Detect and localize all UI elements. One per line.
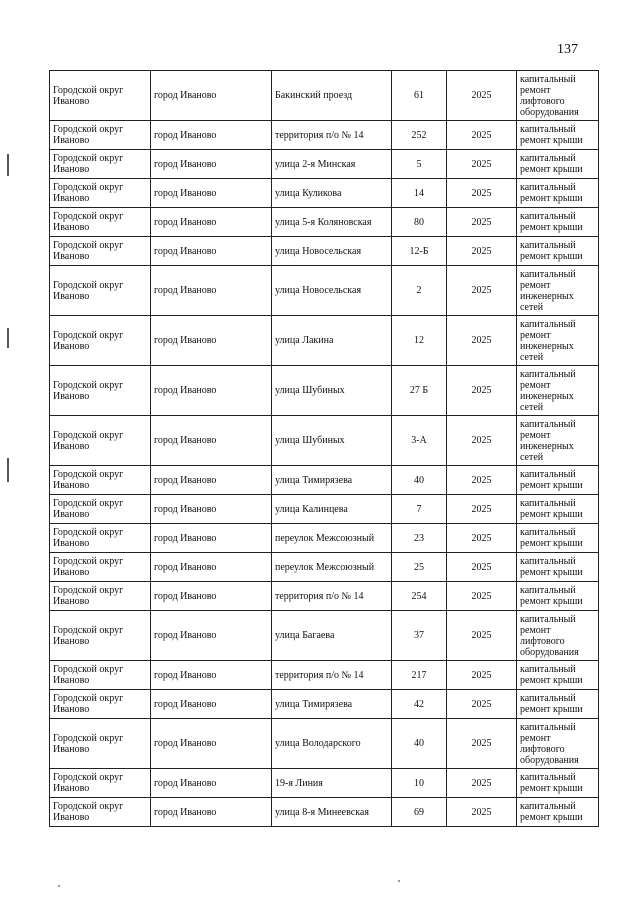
street-cell: переулок Межсоюзный — [272, 553, 392, 582]
work-type-cell: капитальный ремонт крыши — [517, 466, 599, 495]
year-cell: 2025 — [447, 316, 517, 366]
settlement-cell: город Иваново — [151, 179, 272, 208]
table-row — [50, 266, 599, 316]
municipality-cell: Городской округ Иваново — [50, 661, 151, 690]
work-type-cell: капитальный ремонт крыши — [517, 179, 599, 208]
street-cell: улица Лакина — [272, 316, 392, 366]
municipality-cell: Городской округ Иваново — [50, 366, 151, 416]
work-type-cell: капитальный ремонт крыши — [517, 237, 599, 266]
house-number-cell: 69 — [392, 798, 447, 827]
settlement-cell: город Иваново — [151, 121, 272, 150]
street-cell: улица 2-я Минская — [272, 150, 392, 179]
table-row — [50, 208, 599, 237]
municipality-cell: Городской округ Иваново — [50, 553, 151, 582]
settlement-cell: город Иваново — [151, 366, 272, 416]
year-cell: 2025 — [447, 121, 517, 150]
work-type-cell: капитальный ремонт крыши — [517, 553, 599, 582]
year-cell: 2025 — [447, 466, 517, 495]
year-cell: 2025 — [447, 237, 517, 266]
municipality-cell: Городской округ Иваново — [50, 690, 151, 719]
municipality-cell: Городской округ Иваново — [50, 495, 151, 524]
street-cell: улица 5-я Коляновская — [272, 208, 392, 237]
table-row — [50, 495, 599, 524]
settlement-cell: город Иваново — [151, 769, 272, 798]
house-number-cell: 40 — [392, 719, 447, 769]
work-type-cell: капитальный ремонт крыши — [517, 798, 599, 827]
street-cell: территория п/о № 14 — [272, 582, 392, 611]
street-cell: улица Новосельская — [272, 237, 392, 266]
settlement-cell: город Иваново — [151, 466, 272, 495]
work-type-cell: капитальный ремонт крыши — [517, 121, 599, 150]
year-cell: 2025 — [447, 179, 517, 208]
table-row — [50, 366, 599, 416]
settlement-cell: город Иваново — [151, 208, 272, 237]
table-row — [50, 690, 599, 719]
year-cell: 2025 — [447, 266, 517, 316]
page-number: 137 — [557, 42, 578, 57]
work-type-cell: капитальный ремонт крыши — [517, 690, 599, 719]
scan-margin-mark — [7, 328, 9, 348]
year-cell: 2025 — [447, 416, 517, 466]
settlement-cell: город Иваново — [151, 690, 272, 719]
scan-dust — [58, 885, 60, 887]
municipality-cell: Городской округ Иваново — [50, 316, 151, 366]
settlement-cell: город Иваново — [151, 237, 272, 266]
settlement-cell: город Иваново — [151, 150, 272, 179]
street-cell: улица Новосельская — [272, 266, 392, 316]
house-number-cell: 80 — [392, 208, 447, 237]
settlement-cell: город Иваново — [151, 416, 272, 466]
table-row — [50, 582, 599, 611]
street-cell: улица 8-я Минеевская — [272, 798, 392, 827]
table-row — [50, 416, 599, 466]
scan-margin-mark — [7, 458, 9, 482]
house-number-cell: 61 — [392, 71, 447, 121]
street-cell: улица Володарского — [272, 719, 392, 769]
work-type-cell: капитальный ремонт инженерных сетей — [517, 416, 599, 466]
street-cell: улица Шубиных — [272, 416, 392, 466]
house-number-cell: 2 — [392, 266, 447, 316]
work-type-cell: капитальный ремонт лифтового оборудования — [517, 719, 599, 769]
municipality-cell: Городской округ Иваново — [50, 121, 151, 150]
year-cell: 2025 — [447, 798, 517, 827]
year-cell: 2025 — [447, 553, 517, 582]
municipality-cell: Городской округ Иваново — [50, 798, 151, 827]
municipality-cell: Городской округ Иваново — [50, 611, 151, 661]
municipality-cell: Городской округ Иваново — [50, 150, 151, 179]
house-number-cell: 7 — [392, 495, 447, 524]
settlement-cell: город Иваново — [151, 71, 272, 121]
work-type-cell: капитальный ремонт крыши — [517, 524, 599, 553]
municipality-cell: Городской округ Иваново — [50, 769, 151, 798]
house-number-cell: 40 — [392, 466, 447, 495]
year-cell: 2025 — [447, 366, 517, 416]
settlement-cell: город Иваново — [151, 719, 272, 769]
settlement-cell: город Иваново — [151, 553, 272, 582]
work-type-cell: капитальный ремонт крыши — [517, 582, 599, 611]
settlement-cell: город Иваново — [151, 495, 272, 524]
table-row — [50, 553, 599, 582]
year-cell: 2025 — [447, 495, 517, 524]
house-number-cell: 12 — [392, 316, 447, 366]
house-number-cell: 217 — [392, 661, 447, 690]
house-number-cell: 27 Б — [392, 366, 447, 416]
year-cell: 2025 — [447, 690, 517, 719]
year-cell: 2025 — [447, 769, 517, 798]
municipality-cell: Городской округ Иваново — [50, 466, 151, 495]
street-cell: 19-я Линия — [272, 769, 392, 798]
table-row — [50, 798, 599, 827]
work-type-cell: капитальный ремонт крыши — [517, 150, 599, 179]
settlement-cell: город Иваново — [151, 266, 272, 316]
year-cell: 2025 — [447, 208, 517, 237]
settlement-cell: город Иваново — [151, 798, 272, 827]
table-row — [50, 611, 599, 661]
house-number-cell: 25 — [392, 553, 447, 582]
settlement-cell: город Иваново — [151, 582, 272, 611]
table-row — [50, 466, 599, 495]
table-row — [50, 71, 599, 121]
table-row — [50, 121, 599, 150]
year-cell: 2025 — [447, 719, 517, 769]
house-number-cell: 37 — [392, 611, 447, 661]
municipality-cell: Городской округ Иваново — [50, 208, 151, 237]
street-cell: улица Багаева — [272, 611, 392, 661]
table-row — [50, 179, 599, 208]
settlement-cell: город Иваново — [151, 611, 272, 661]
street-cell: Бакинский проезд — [272, 71, 392, 121]
year-cell: 2025 — [447, 524, 517, 553]
street-cell: улица Калинцева — [272, 495, 392, 524]
municipality-cell: Городской округ Иваново — [50, 266, 151, 316]
settlement-cell: город Иваново — [151, 316, 272, 366]
work-type-cell: капитальный ремонт лифтового оборудования — [517, 71, 599, 121]
house-number-cell: 42 — [392, 690, 447, 719]
year-cell: 2025 — [447, 150, 517, 179]
street-cell: улица Тимирязева — [272, 466, 392, 495]
house-number-cell: 254 — [392, 582, 447, 611]
work-type-cell: капитальный ремонт инженерных сетей — [517, 266, 599, 316]
year-cell: 2025 — [447, 611, 517, 661]
table-row — [50, 237, 599, 266]
street-cell: переулок Межсоюзный — [272, 524, 392, 553]
table-row — [50, 524, 599, 553]
work-type-cell: капитальный ремонт инженерных сетей — [517, 316, 599, 366]
house-number-cell: 252 — [392, 121, 447, 150]
street-cell: территория п/о № 14 — [272, 661, 392, 690]
street-cell: улица Куликова — [272, 179, 392, 208]
work-type-cell: капитальный ремонт крыши — [517, 661, 599, 690]
settlement-cell: город Иваново — [151, 661, 272, 690]
municipality-cell: Городской округ Иваново — [50, 71, 151, 121]
house-number-cell: 23 — [392, 524, 447, 553]
house-number-cell: 14 — [392, 179, 447, 208]
table-row — [50, 769, 599, 798]
year-cell: 2025 — [447, 582, 517, 611]
year-cell: 2025 — [447, 71, 517, 121]
house-number-cell: 10 — [392, 769, 447, 798]
work-type-cell: капитальный ремонт инженерных сетей — [517, 366, 599, 416]
street-cell: улица Шубиных — [272, 366, 392, 416]
work-type-cell: капитальный ремонт крыши — [517, 495, 599, 524]
settlement-cell: город Иваново — [151, 524, 272, 553]
municipality-cell: Городской округ Иваново — [50, 416, 151, 466]
table-row — [50, 316, 599, 366]
work-type-cell: капитальный ремонт крыши — [517, 769, 599, 798]
table-row — [50, 719, 599, 769]
municipality-cell: Городской округ Иваново — [50, 237, 151, 266]
house-number-cell: 3-А — [392, 416, 447, 466]
municipality-cell: Городской округ Иваново — [50, 179, 151, 208]
scan-dust — [398, 880, 400, 882]
street-cell: территория п/о № 14 — [272, 121, 392, 150]
street-cell: улица Тимирязева — [272, 690, 392, 719]
house-number-cell: 5 — [392, 150, 447, 179]
table-row — [50, 150, 599, 179]
repair-registry-table — [49, 70, 599, 827]
house-number-cell: 12-Б — [392, 237, 447, 266]
municipality-cell: Городской округ Иваново — [50, 524, 151, 553]
year-cell: 2025 — [447, 661, 517, 690]
scan-margin-mark — [7, 154, 9, 176]
municipality-cell: Городской округ Иваново — [50, 582, 151, 611]
work-type-cell: капитальный ремонт крыши — [517, 208, 599, 237]
table-row — [50, 661, 599, 690]
work-type-cell: капитальный ремонт лифтового оборудования — [517, 611, 599, 661]
municipality-cell: Городской округ Иваново — [50, 719, 151, 769]
